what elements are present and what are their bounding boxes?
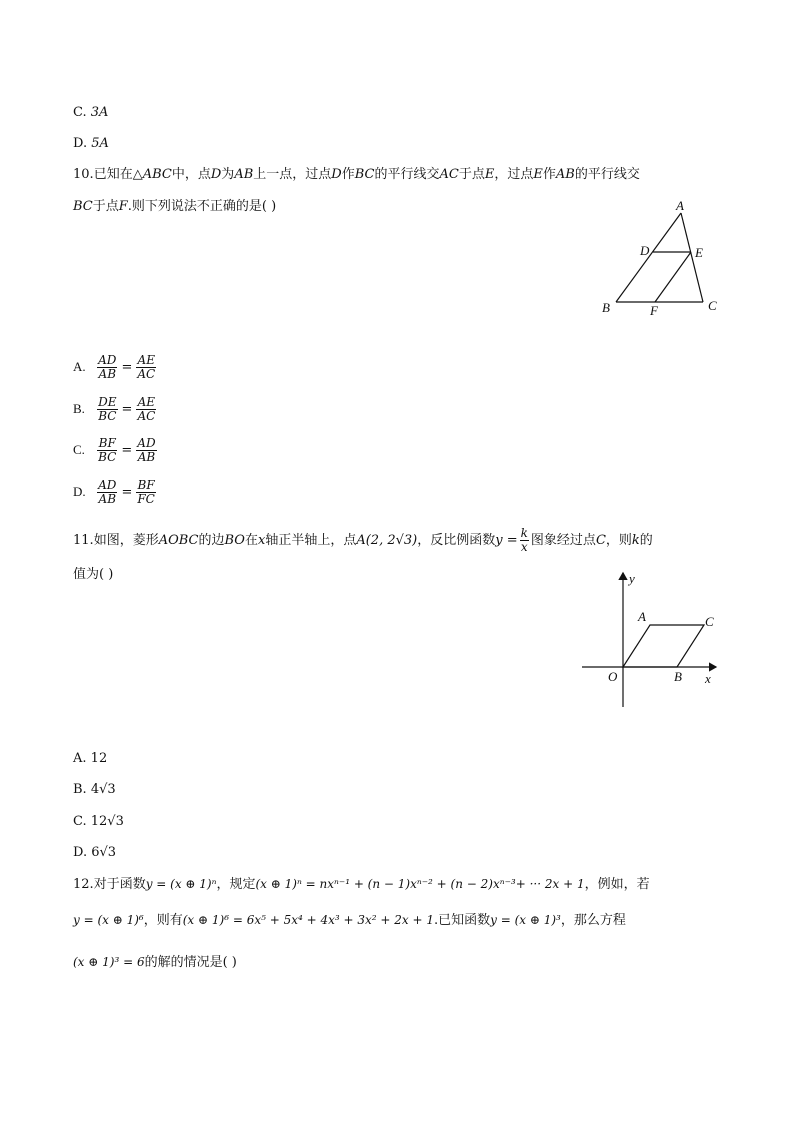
denominator: AC <box>137 367 156 381</box>
text: 如图，菱形 <box>93 533 159 548</box>
math: E <box>484 167 495 182</box>
q12-stem-line3 <box>73 953 237 972</box>
text: ，反比例函数 <box>417 533 496 548</box>
option-label: A. <box>73 751 87 766</box>
denominator: BC <box>98 450 117 464</box>
text: 的边 <box>198 533 225 548</box>
label-b: B <box>602 300 610 315</box>
fraction <box>520 527 529 554</box>
denominator: FC <box>137 492 155 506</box>
text: ，则有 <box>143 913 183 928</box>
label-a: A <box>638 609 646 624</box>
q10-option-a <box>73 354 158 381</box>
text: ，则 <box>605 533 632 548</box>
math: (x ⊕ 1)³ = 6 <box>73 955 145 969</box>
text: 对于函数 <box>93 877 146 892</box>
option-label: D. <box>73 484 86 499</box>
label-e: E <box>695 245 703 260</box>
equals-sign: = <box>121 442 133 458</box>
numerator: AD <box>137 436 156 450</box>
equals-sign: = <box>121 401 133 417</box>
math: y = (x ⊕ 1)⁶ <box>73 913 144 927</box>
q10-stem-line1 <box>73 166 640 184</box>
denominator: AB <box>98 492 117 506</box>
option-d-prev <box>73 135 109 153</box>
segment-ef <box>655 252 691 302</box>
q10-stem-line2 <box>73 198 276 216</box>
numerator: AD <box>98 353 117 367</box>
label-b: B <box>674 669 682 684</box>
q11-option-d <box>73 844 116 862</box>
option-value: 6√3 <box>91 845 117 860</box>
option-label: C. <box>73 442 85 457</box>
option-label: C. <box>73 105 87 120</box>
math: BC <box>73 199 93 214</box>
text: 作 <box>542 167 556 182</box>
option-value: 12√3 <box>90 814 124 829</box>
math: (x ⊕ 1)⁶ = 6x⁵ + 5x⁴ + 4x³ + 3x² + 2x + 1 <box>182 913 434 927</box>
text: 的 <box>639 533 653 548</box>
equals-sign: = <box>121 359 133 375</box>
text: ，那么方程 <box>560 913 626 928</box>
math: k <box>631 533 640 548</box>
text: 图象经过点 <box>530 533 596 548</box>
text: .已知函数 <box>434 913 491 928</box>
label-a: A <box>676 198 684 213</box>
math: BC <box>354 167 375 182</box>
math: A(2, 2√3) <box>356 533 418 548</box>
math: (x ⊕ 1)ⁿ = nxⁿ⁻¹ + (n − 1)xⁿ⁻² + (n − 2)xⁿ⁻³+ ··· 2x + 1 <box>255 877 585 891</box>
text: 于点 <box>458 167 485 182</box>
option-label: C. <box>73 814 87 829</box>
q11-option-c <box>73 813 124 831</box>
label-f: F <box>650 303 658 318</box>
text: 中，点 <box>171 167 211 182</box>
numerator: BF <box>137 478 155 492</box>
text: 已知在 <box>93 167 133 182</box>
option-label: B. <box>73 782 87 797</box>
option-c-prev <box>73 104 108 122</box>
numerator: BF <box>98 436 116 450</box>
numerator: AE <box>137 395 156 409</box>
math: AB <box>234 167 254 182</box>
fraction <box>136 479 156 506</box>
numerator: DE <box>98 395 117 409</box>
text: 的平行线交 <box>574 167 640 182</box>
denominator: AB <box>98 367 117 381</box>
numerator: AE <box>137 353 155 367</box>
q11-coordinate-figure <box>578 565 723 710</box>
text: ，规定 <box>216 877 256 892</box>
label-c: C <box>708 298 717 313</box>
fraction <box>136 437 156 464</box>
fraction <box>136 354 156 381</box>
math: AC <box>439 167 459 182</box>
math: F <box>118 199 128 214</box>
text: 作 <box>341 167 355 182</box>
math: E <box>533 167 543 182</box>
option-value: 5A <box>91 136 109 151</box>
question-number: 12. <box>73 877 94 892</box>
text: 轴正半轴上，点 <box>265 533 357 548</box>
math: D <box>210 167 222 182</box>
q11-stem-line1 <box>73 527 653 554</box>
q10-option-d <box>73 479 158 506</box>
math: x <box>257 533 266 548</box>
label-d: D <box>640 243 650 258</box>
q11-option-a <box>73 750 107 768</box>
fraction <box>97 354 117 381</box>
label-o: O <box>608 669 618 684</box>
math: C <box>595 533 606 548</box>
question-number: 10. <box>73 167 94 182</box>
text: 的解的情况是( ) <box>144 955 237 970</box>
q10-triangle-figure <box>595 195 725 320</box>
rhombus-aobc <box>623 625 704 667</box>
q12-stem-line2 <box>73 911 626 930</box>
q11-stem-line2 <box>73 566 113 584</box>
math: AOBC <box>158 533 199 548</box>
label-y: y <box>629 571 635 586</box>
equals-sign: = <box>121 484 133 500</box>
fraction <box>97 396 117 423</box>
option-label: A. <box>73 359 86 374</box>
question-number: 11. <box>73 533 94 548</box>
text: 于点 <box>92 199 119 214</box>
option-label: D. <box>73 136 88 151</box>
option-value: 4√3 <box>90 782 116 797</box>
numerator: k <box>520 526 528 540</box>
denominator: AB <box>137 450 156 464</box>
option-label: D. <box>73 845 88 860</box>
math: y = (x ⊕ 1)ⁿ <box>145 877 217 891</box>
fraction <box>97 437 117 464</box>
denominator: x <box>520 540 528 554</box>
text: 的平行线交 <box>374 167 440 182</box>
fraction <box>136 396 156 423</box>
option-label: B. <box>73 401 85 416</box>
text: 上一点，过点 <box>253 167 332 182</box>
text: .则下列说法不正确的是( ) <box>127 199 277 214</box>
fraction <box>97 479 117 506</box>
math: BO <box>224 533 245 548</box>
q10-option-b <box>73 396 158 423</box>
option-value: 12 <box>90 751 108 766</box>
text: ，例如，若 <box>584 877 650 892</box>
label-c: C <box>705 614 714 629</box>
text: 值为( ) <box>73 567 114 582</box>
q11-option-b <box>73 781 116 799</box>
math: D <box>331 167 342 182</box>
math: AB <box>555 167 575 182</box>
math: △ABC <box>132 167 172 182</box>
text: ，过点 <box>494 167 534 182</box>
q12-stem-line1 <box>73 875 650 894</box>
denominator: AC <box>137 409 156 423</box>
option-value: 3A <box>90 105 109 120</box>
label-x: x <box>705 671 711 686</box>
q10-option-c <box>73 437 159 464</box>
denominator: BC <box>98 409 117 423</box>
math: y = <box>495 533 518 548</box>
text: 为 <box>221 167 235 182</box>
text: 在 <box>244 533 258 548</box>
numerator: AD <box>98 478 117 492</box>
math: y = (x ⊕ 1)³ <box>490 913 561 927</box>
